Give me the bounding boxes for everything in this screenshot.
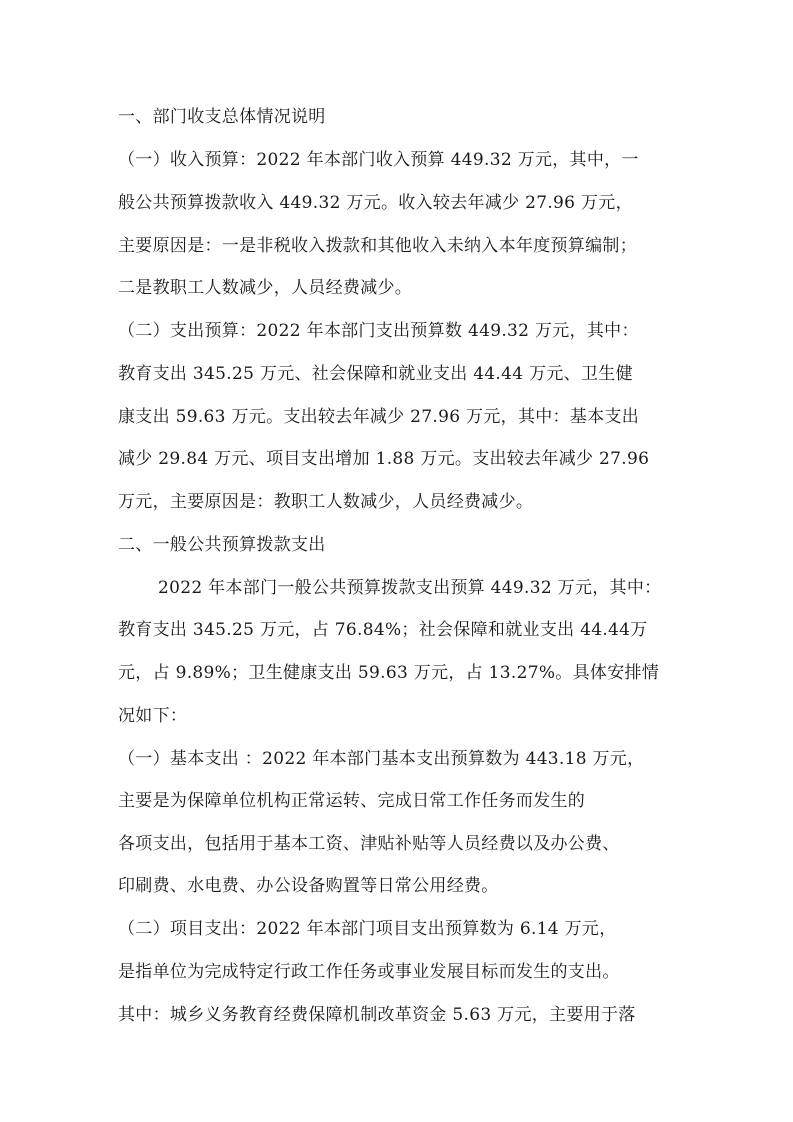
text-line-project-expenditure-3: 其中：城乡义务教育经费保障机制改革资金 5.63 万元，主要用于落 bbox=[118, 1005, 636, 1025]
text-line-expenditure-budget-4: 减少 29.84 万元、项目支出增加 1.88 万元。支出较去年减少 27.96 bbox=[118, 449, 650, 469]
text-line-expenditure-budget-3: 康支出 59.63 万元。支出较去年减少 27.96 万元，其中：基本支出 bbox=[118, 407, 640, 427]
text-line-income-budget-3: 主要原因是：一是非税收入拨款和其他收入未纳入本年度预算编制； bbox=[118, 236, 637, 256]
section-heading-income-expenditure: 一、部门收支总体情况说明 bbox=[118, 107, 326, 127]
text-line-project-expenditure-2: 是指单位为完成特定行政工作任务或事业发展目标而发生的支出。 bbox=[118, 962, 620, 982]
section-heading-general-budget: 二、一般公共预算拨款支出 bbox=[118, 535, 326, 555]
text-line-income-budget-4: 二是教职工人数减少，人员经费减少。 bbox=[118, 278, 413, 298]
text-line-expenditure-budget-2: 教育支出 345.25 万元、社会保障和就业支出 44.44 万元、卫生健 bbox=[118, 364, 633, 384]
text-line-general-budget-4: 况如下： bbox=[118, 706, 188, 726]
text-line-expenditure-budget-5: 万元，主要原因是：教职工人数减少，人员经费减少。 bbox=[118, 492, 534, 512]
text-line-general-budget-2: 教育支出 345.25 万元，占 76.84%；社会保障和就业支出 44.44万 bbox=[118, 620, 648, 640]
text-line-basic-expenditure-2: 主要是为保障单位机构正常运转、完成日常工作任务而发生的 bbox=[118, 791, 586, 811]
text-line-general-budget-1: 2022 年本部门一般公共预算拨款支出预算 449.32 万元，其中： bbox=[158, 578, 662, 598]
text-line-income-budget-2: 般公共预算拨款收入 449.32 万元。收入较去年减少 27.96 万元， bbox=[118, 193, 633, 213]
text-line-basic-expenditure-4: 印刷费、水电费、办公设备购置等日常公用经费。 bbox=[118, 876, 499, 896]
text-line-project-expenditure-1: （二）项目支出：2022 年本部门项目支出预算数为 6.14 万元， bbox=[118, 919, 617, 939]
text-line-expenditure-budget-1: （二）支出预算：2022 年本部门支出预算数 449.32 万元，其中： bbox=[118, 321, 639, 341]
text-line-basic-expenditure-1: （一）基本支出 ：2022 年本部门基本支出预算数为 443.18 万元， bbox=[118, 749, 645, 769]
text-line-income-budget-1: （一）收入预算：2022 年本部门收入预算 449.32 万元，其中，一 bbox=[118, 150, 639, 170]
text-line-basic-expenditure-3: 各项支出，包括用于基本工资、津贴补贴等人员经费以及办公费、 bbox=[118, 834, 620, 854]
text-line-general-budget-3: 元，占 9.89%；卫生健康支出 59.63 万元，占 13.27%。具体安排情 bbox=[118, 663, 660, 683]
